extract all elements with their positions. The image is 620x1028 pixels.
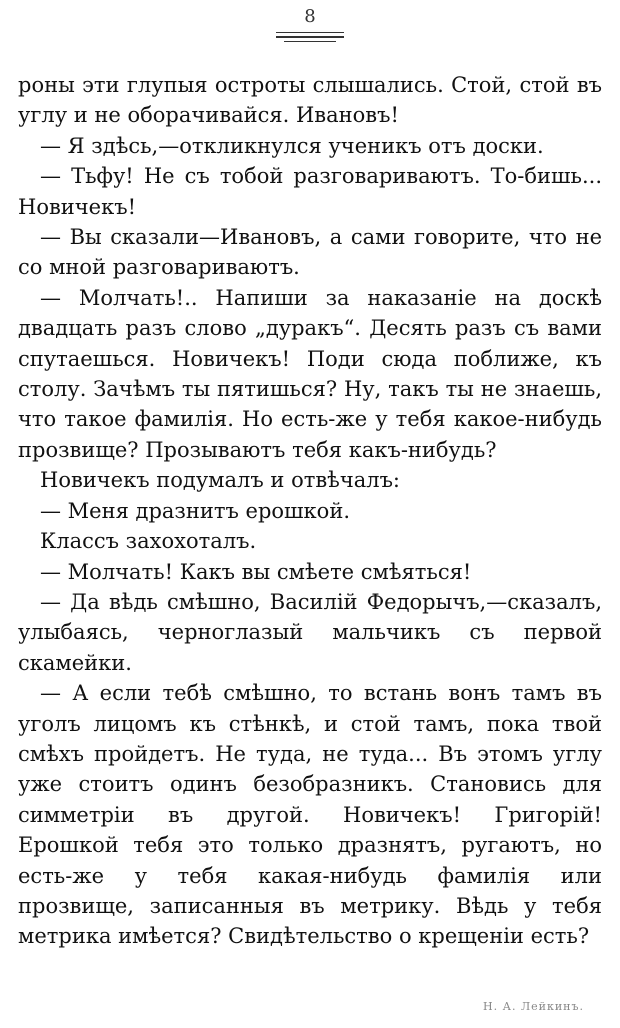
paragraph: роны эти глупыя остроты слышались. Стой, стой въ углу и не оборачивайся. Ивановъ! [18, 73, 602, 128]
page-footer: Н. А. Лейкинъ. [483, 1000, 584, 1013]
header-rule [284, 41, 336, 42]
paragraph: — А если тебѣ смѣшно, то встань вонъ тамъ въ уголъ лицомъ къ стѣнкѣ, и стой тамъ, пока твой смѣхъ пройдетъ. Не туда, не туда... Въ этомъ углу уже стоитъ одинъ безобразникъ. Становись для симметріи въ другой. Новичекъ! Григорій! Ерошкой тебя это только дразнятъ, ругаютъ, но есть-же у тебя какая-нибудь фамилія или прозвище, записанныя въ метрику. Вѣдь у тебя метрика имѣется? Свидѣтельство о крещеніи есть? [18, 681, 602, 949]
paragraph: — Вы сказали—Ивановъ, а сами говорите, что не со мной разговариваютъ. [18, 225, 602, 280]
header-rule [276, 32, 344, 33]
paragraph: — Меня дразнитъ ерошкой. [40, 498, 350, 523]
paragraph: Новичекъ подумалъ и отвѣчалъ: [40, 468, 401, 493]
body-text [18, 70, 602, 952]
header-rule [276, 36, 344, 38]
paragraph: — Я здѣсь,—откликнулся ученикъ отъ доски. [40, 133, 544, 158]
paragraph: — Молчать!.. Напиши за наказаніе на доскѣ двадцать разъ слово „дуракъ“. Десять разъ съ вами спутаешься. Новичекъ! Поди сюда поближе, къ столу. Зачѣмъ ты пятишься? Ну, такъ ты не знаешь, что такое фамилія. Но есть-же у тебя какое-нибудь прозвище? Прозываютъ тебя какъ-нибудь? [18, 285, 602, 462]
paragraph: — Молчать! Какъ вы смѣете смѣяться! [40, 559, 472, 584]
paragraph: Классъ захохоталъ. [40, 529, 257, 554]
paragraph: — Тьфу! Не съ тобой разговариваютъ. То-бишь... Новичекъ! [18, 164, 602, 219]
page-number: 8 [304, 6, 316, 27]
paragraph: — Да вѣдь смѣшно, Василій Федорычъ,—сказалъ, улыбаясь, черноглазый мальчикъ съ первой скамейки. [18, 589, 602, 675]
